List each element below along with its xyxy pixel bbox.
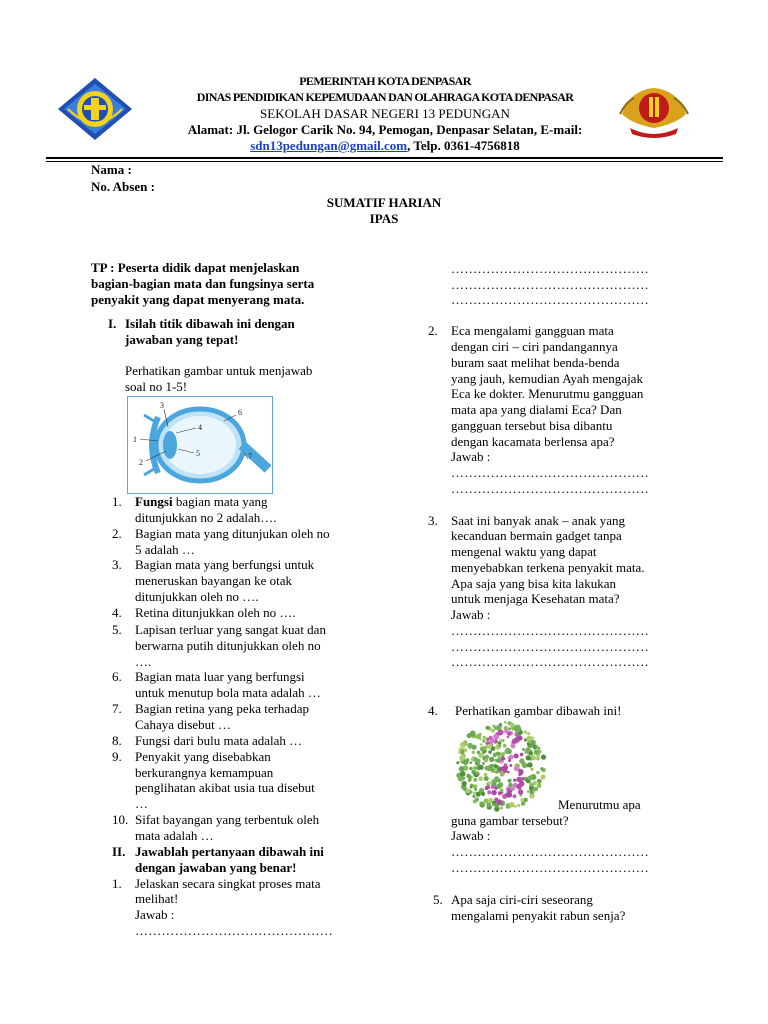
left-school-logo [56, 76, 134, 142]
section1-number: I. [108, 316, 117, 331]
q6-number: 6. [112, 669, 122, 684]
eye-label-1: 1 [133, 435, 137, 444]
q9-text-line-2: berkurangnya kemampuan [135, 765, 274, 780]
q3-text-line-2: meneruskan bayangan ke otak [135, 573, 293, 588]
tp-line-3: penyakit yang dapat menyerang mata. [91, 292, 305, 307]
header-government: PEMERINTAH KOTA DENPASAR [299, 74, 471, 88]
q1-text-line-1: Fungsi bagian mata yang [135, 494, 268, 509]
essay3-text-line-4: menyebabkan terkena penyakit mata. [451, 560, 645, 575]
q10-number: 10. [112, 812, 129, 827]
essay2-text-line-1: Eca mengalami gangguan mata [451, 323, 614, 338]
essay3-text-line-2: kecanduan bermain gadget tanpa [451, 528, 622, 543]
essay1-answer-line[interactable]: ……………………………………… [135, 923, 333, 938]
essay2-text-line-6: mata apa yang dialami Eca? Dan [451, 402, 622, 417]
q5-number: 5. [112, 622, 122, 637]
q4-number: 4. [112, 605, 122, 620]
email-link[interactable]: sdn13pedungan@gmail.com [250, 138, 408, 153]
header-contact [150, 138, 620, 154]
q10-text-line-1: Sifat bayangan yang terbentuk oleh [135, 812, 320, 827]
essay2-answer-line-1[interactable]: ……………………………………… [451, 465, 649, 480]
q2-text-line-1: Bagian mata yang ditunjukan oleh no [135, 526, 330, 541]
q7-text-line-1: Bagian retina yang peka terhadap [135, 701, 309, 716]
essay1-answer-line-4[interactable]: ……………………………………… [451, 292, 649, 307]
essay5-number: 5. [433, 892, 443, 907]
q6-text-line-1: Bagian mata luar yang berfungsi [135, 669, 305, 684]
q4-text-line-1: Retina ditunjukkan oleh no …. [135, 605, 296, 620]
essay4-text-line-2: guna gambar tersebut? [451, 813, 569, 828]
q2-text-line-2: 5 adalah … [135, 542, 195, 557]
q8-text-line-1: Fungsi dari bulu mata adalah … [135, 733, 303, 748]
essay2-answer-line-2[interactable]: ……………………………………… [451, 481, 649, 496]
eye-label-3: 3 [160, 401, 164, 410]
essay1-text-line-2: melihat! [135, 891, 179, 906]
q3-number: 3. [112, 557, 122, 572]
essay3-text-line-3: mengenal waktu yang dapat [451, 544, 597, 559]
essay3-answer-line-1[interactable]: ……………………………………… [451, 623, 649, 638]
essay3-text-line-1: Saat ini banyak anak – anak yang [451, 513, 625, 528]
q9-text-line-1: Penyakit yang disebabkan [135, 749, 271, 764]
school-emblem-icon [618, 84, 690, 140]
essay2-text-line-3: buram saat melihat benda-benda [451, 355, 620, 370]
q5-text-line-1: Lapisan terluar yang sangat kuat dan [135, 622, 326, 637]
essay4-number: 4. [428, 703, 438, 718]
essay4-text-line-1: Menurutmu apa [558, 797, 641, 812]
name-label: Nama : [91, 162, 132, 177]
essay1-jawab-label: Jawab : [135, 907, 175, 922]
exam-title: SUMATIF HARIAN [326, 195, 442, 210]
eye-diagram-icon [128, 397, 272, 493]
q9-text-line-3: penglihatan akibat usia tua disebut [135, 780, 315, 795]
essay4-answer-line-1[interactable]: ……………………………………… [451, 844, 649, 859]
header-department: DINAS PENDIDIKAN KEPEMUDAAN DAN OLAHRAGA KOTA DENPASAR [196, 90, 574, 104]
government-emblem-icon [56, 76, 134, 142]
section2-title-1: Jawablah pertanyaan dibawah ini [135, 844, 324, 859]
eye-label-2: 2 [139, 458, 143, 467]
essay1-text-line-1: Jelaskan secara singkat proses mata [135, 876, 321, 891]
essay3-text-line-6: untuk menjaga Kesehatan mata? [451, 591, 620, 606]
essay4-jawab-label: Jawab : [451, 828, 491, 843]
essay2-text-line-8: dengan kacamata berlensa apa? [451, 434, 615, 449]
essay2-text-line-5: Eca ke dokter. Menurutmu gangguan [451, 386, 644, 401]
eye-label-6: 6 [238, 408, 242, 417]
right-school-logo [618, 84, 690, 140]
essay1-answer-line-3[interactable]: ……………………………………… [451, 277, 649, 292]
color-blindness-test-plate [451, 720, 551, 812]
q1-number: 1. [112, 494, 122, 509]
section1-title-2: jawaban yang tepat! [125, 332, 239, 347]
q8-number: 8. [112, 733, 122, 748]
eye-label-4: 4 [198, 423, 202, 432]
essay2-text-line-7: gangguan tersebut bisa dibantu [451, 418, 613, 433]
essay3-text-line-5: Apa saja yang bisa kita lakukan [451, 576, 616, 591]
q3-text-line-3: ditunjukkan oleh no …. [135, 589, 259, 604]
absen-label: No. Absen : [91, 179, 155, 194]
tp-line-1: TP : Peserta didik dapat menjelaskan [91, 260, 300, 275]
q6-text-line-2: untuk menutup bola mata adalah … [135, 685, 321, 700]
essay2-text-line-4: yang jauh, kemudian Ayah mengajak [451, 371, 643, 386]
tp-line-2: bagian-bagian mata dan fungsinya serta [91, 276, 315, 291]
header-divider-thin [46, 161, 723, 162]
essay5-text-line-2: mengalami penyakit rabun senja? [451, 908, 626, 923]
section2-number: II. [112, 844, 126, 859]
q9-text-line-4: … [135, 796, 148, 811]
essay3-jawab-label: Jawab : [451, 607, 491, 622]
q1-bold-word: Fungsi [135, 494, 173, 509]
section1-intro-2: soal no 1-5! [125, 379, 188, 394]
essay3-answer-line-2[interactable]: ……………………………………… [451, 639, 649, 654]
q9-number: 9. [112, 749, 122, 764]
essay4-intro: Perhatikan gambar dibawah ini! [455, 703, 622, 718]
header-address: Alamat: Jl. Gelogor Carik No. 94, Pemogan, Denpasar Selatan, E-mail: [187, 122, 583, 137]
essay1-answer-line-2[interactable]: ……………………………………… [451, 261, 649, 276]
q7-text-line-2: Cahaya disebut … [135, 717, 232, 732]
essay2-text-line-2: dengan ciri – ciri pandangannya [451, 339, 618, 354]
subject-title: IPAS [369, 211, 399, 226]
essay4-answer-line-2[interactable]: ……………………………………… [451, 860, 649, 875]
q7-number: 7. [112, 701, 122, 716]
eye-label-5: 5 [196, 449, 200, 458]
essay1-number: 1. [112, 876, 122, 891]
q2-number: 2. [112, 526, 122, 541]
header-divider-thick [46, 157, 723, 159]
essay2-number: 2. [428, 323, 438, 338]
eye-label-7: 7 [248, 452, 252, 461]
q5-text-line-2: berwarna putih ditunjukkan oleh no [135, 638, 321, 653]
q5-text-line-3: …. [135, 654, 152, 669]
essay3-answer-line-3[interactable]: ……………………………………… [451, 654, 649, 669]
q3-text-line-1: Bagian mata yang berfungsi untuk [135, 557, 315, 572]
section1-title-1: Isilah titik dibawah ini dengan [125, 316, 295, 331]
essay3-number: 3. [428, 513, 438, 528]
q10-text-line-2: mata adalah … [135, 828, 214, 843]
section1-intro-1: Perhatikan gambar untuk menjawab [125, 363, 313, 378]
eye-anatomy-figure [127, 396, 273, 494]
essay2-jawab-label: Jawab : [451, 449, 491, 464]
essay5-text-line-1: Apa saja ciri-ciri seseorang [451, 892, 593, 907]
header-school-name: SEKOLAH DASAR NEGERI 13 PEDUNGAN [260, 106, 510, 121]
ishihara-plate-icon [451, 720, 551, 812]
header-phone: , Telp. 0361-4756818 [407, 138, 520, 153]
section2-title-2: dengan jawaban yang benar! [135, 860, 297, 875]
q1-text-line-2: ditunjukkan no 2 adalah…. [135, 510, 277, 525]
